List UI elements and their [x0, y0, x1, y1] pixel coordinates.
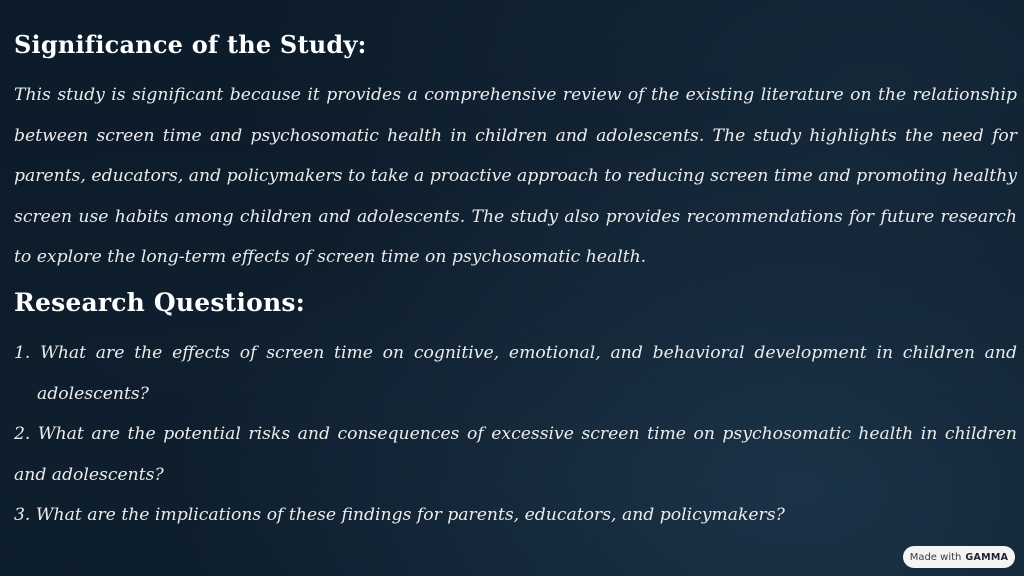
- research-question-2: 2. What are the potential risks and consequences of excessive screen time on psychosomatic health in children and adolescents?: [14, 424, 1017, 485]
- significance-heading: Significance of the Study:: [14, 30, 367, 59]
- made-with-gamma-badge[interactable]: [903, 546, 1015, 568]
- badge-prefix: Made with: [909, 551, 962, 563]
- significance-paragraph: This study is significant because it provides a comprehensive review of the existing literature on the relationship between screen time and psychosomatic health in children and adolescents. The study highlights the need for parents, educators, and policymakers to take a proactive approach to reducing screen time and promoting healthy screen use habits among children and adolescents. The study also provides recommendations for future research to explore the long-term effects of screen time on psychosomatic health.: [14, 85, 1017, 267]
- gamma-logo: GAMMA: [965, 551, 1009, 563]
- research-question-1: 1. What are the effects of screen time on cognitive, emotional, and behavioral development in children and adolescents?: [14, 343, 1017, 404]
- research-questions-heading: Research Questions:: [14, 288, 306, 317]
- research-question-3: 3. What are the implications of these findings for parents, educators, and policymakers?: [14, 505, 785, 525]
- slide-content: [14, 0, 1017, 576]
